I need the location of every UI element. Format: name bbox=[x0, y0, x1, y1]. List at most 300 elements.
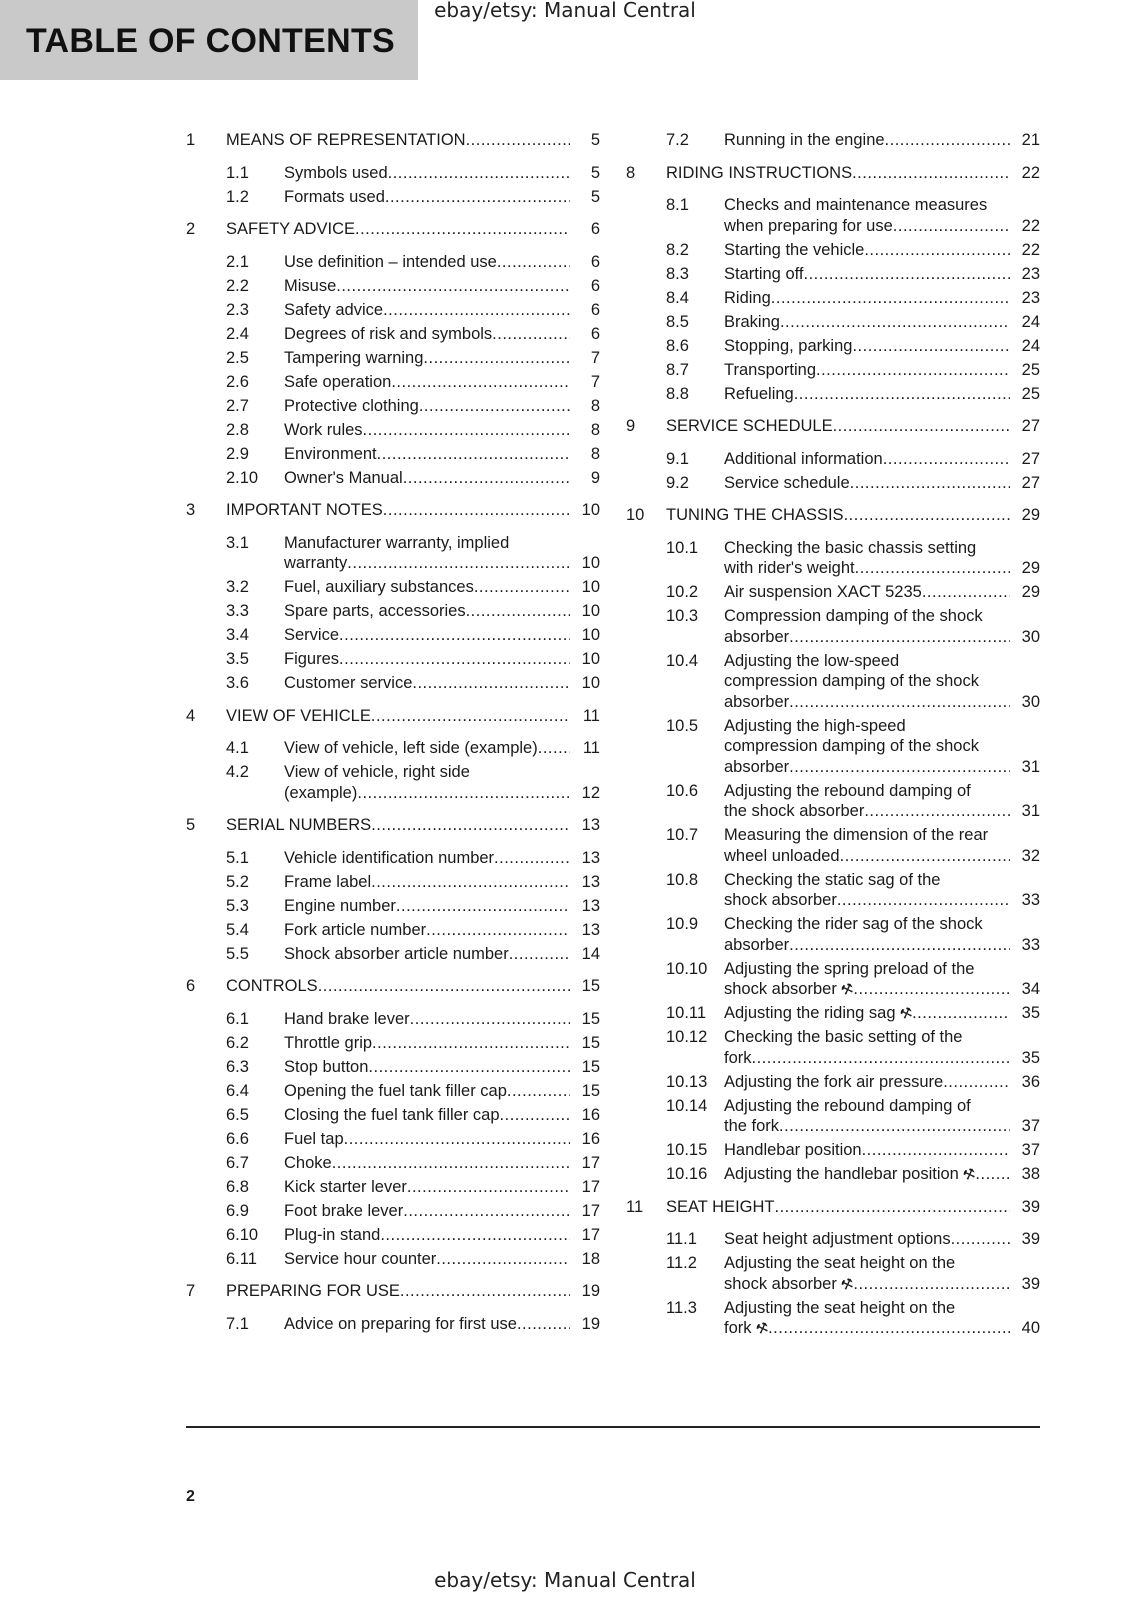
entry-body bbox=[226, 1281, 600, 1302]
page-reference: 12 bbox=[581, 783, 600, 802]
entry-body bbox=[284, 1057, 600, 1078]
section-number: 6.6 bbox=[226, 1129, 249, 1148]
chapter-number: 3 bbox=[186, 501, 196, 519]
entry-title-lead-line bbox=[284, 1249, 570, 1270]
chapter-title: VIEW OF VEHICLE bbox=[226, 706, 371, 725]
toc-entry[interactable] bbox=[626, 582, 1040, 603]
section-title: Opening the fuel tank filler cap bbox=[284, 1081, 507, 1100]
section-number: 6.3 bbox=[226, 1057, 249, 1076]
chapter-number: 7 bbox=[186, 1282, 196, 1300]
toc-entry[interactable] bbox=[626, 959, 1040, 1000]
entry-title-lead-line bbox=[724, 312, 1010, 333]
entry-body bbox=[284, 468, 600, 489]
toc-entry[interactable] bbox=[186, 420, 600, 441]
entry-title-lead-line bbox=[284, 1081, 570, 1102]
section-title: warranty bbox=[284, 554, 348, 572]
entry-title-lead-line bbox=[724, 1274, 1010, 1295]
toc-entry[interactable] bbox=[186, 577, 600, 598]
dot-leader bbox=[509, 944, 570, 965]
section-number: 10.3 bbox=[666, 607, 699, 625]
entry-title-lead-line bbox=[724, 449, 1010, 470]
dot-leader bbox=[377, 444, 570, 465]
section-number: 10.12 bbox=[666, 1028, 708, 1046]
entry-title-line: compression damping of the shock bbox=[724, 672, 979, 690]
toc-entry[interactable] bbox=[626, 130, 1040, 151]
dot-leader bbox=[383, 500, 570, 521]
toc-chapter[interactable] bbox=[186, 500, 600, 521]
toc-entry[interactable] bbox=[186, 396, 600, 417]
entry-body bbox=[724, 716, 1040, 778]
section-title: Choke bbox=[284, 1153, 332, 1172]
page-reference: 5 bbox=[590, 163, 600, 182]
section-number: 2.10 bbox=[226, 468, 259, 487]
section-title: with rider's weight bbox=[724, 559, 855, 577]
page-reference: 32 bbox=[1021, 846, 1040, 865]
section-number: 2.9 bbox=[226, 444, 249, 463]
entry-title-lead-line bbox=[226, 706, 570, 727]
entry-title-lead-line bbox=[284, 783, 570, 804]
entry-title-lead-line bbox=[284, 896, 570, 917]
page-reference: 30 bbox=[1021, 692, 1040, 711]
chapter-title: TUNING THE CHASSIS bbox=[666, 506, 844, 524]
section-title: Advice on preparing for first use bbox=[284, 1314, 517, 1333]
entry-body bbox=[284, 1129, 600, 1150]
toc-entry[interactable] bbox=[626, 1027, 1040, 1068]
section-number: 10.8 bbox=[666, 870, 699, 889]
page-reference: 22 bbox=[1021, 240, 1040, 259]
section-number: 8.2 bbox=[666, 240, 689, 259]
page-reference: 39 bbox=[1021, 1274, 1040, 1293]
entry-title-lead-line bbox=[284, 625, 570, 646]
page-reference: 6 bbox=[590, 276, 600, 295]
toc-entry[interactable] bbox=[186, 1249, 600, 1270]
section-number: 10.1 bbox=[666, 538, 699, 557]
entry-title-lead-line bbox=[284, 1314, 570, 1335]
entry-title-lead-line bbox=[724, 384, 1010, 405]
toc-entry[interactable] bbox=[186, 1314, 600, 1335]
section-number: 2.2 bbox=[226, 276, 249, 295]
entry-title-lead-line bbox=[284, 944, 570, 965]
wrench-icon: ⚒ bbox=[753, 1318, 771, 1338]
toc-entry[interactable] bbox=[186, 649, 600, 670]
page-reference: 25 bbox=[1021, 384, 1040, 403]
entry-title-lead-line bbox=[724, 890, 1010, 911]
toc-entry[interactable] bbox=[626, 825, 1040, 866]
entry-title-lead-line bbox=[724, 360, 1010, 381]
toc-entry[interactable] bbox=[626, 538, 1040, 579]
section-title: Hand brake lever bbox=[284, 1009, 410, 1028]
entry-title-line: Adjusting the low-speed bbox=[724, 651, 900, 670]
page-reference: 5 bbox=[590, 131, 600, 149]
dot-leader bbox=[466, 130, 570, 151]
page-reference: 24 bbox=[1021, 336, 1040, 355]
section-title: Owner's Manual bbox=[284, 468, 403, 487]
toc-entry[interactable] bbox=[626, 1072, 1040, 1093]
page-reference: 24 bbox=[1021, 312, 1040, 331]
entry-title-lead-line bbox=[724, 336, 1010, 357]
section-title: Starting the vehicle bbox=[724, 240, 865, 259]
toc-entry[interactable] bbox=[186, 533, 600, 574]
toc-entry[interactable] bbox=[626, 195, 1040, 236]
page-reference: 7 bbox=[590, 372, 600, 391]
watermark-top: ebay/etsy: Manual Central bbox=[434, 0, 696, 22]
entry-body bbox=[284, 396, 600, 417]
entry-title-lead-line bbox=[724, 240, 1010, 261]
entry-body bbox=[284, 1009, 600, 1030]
entry-title-lead-line bbox=[724, 979, 1010, 1000]
toc-entry[interactable] bbox=[186, 468, 600, 489]
toc-entry[interactable] bbox=[186, 252, 600, 273]
entry-body bbox=[284, 920, 600, 941]
chapter-title: IMPORTANT NOTES bbox=[226, 501, 383, 519]
toc-entry[interactable] bbox=[186, 372, 600, 393]
toc-left-column bbox=[186, 130, 600, 1338]
entry-title-lead-line bbox=[226, 976, 570, 997]
section-number: 1.2 bbox=[226, 187, 249, 206]
toc-entry[interactable] bbox=[186, 673, 600, 694]
toc-chapter[interactable] bbox=[186, 706, 600, 727]
page-reference: 16 bbox=[581, 1105, 600, 1124]
entry-body bbox=[724, 360, 1040, 381]
toc-chapter[interactable] bbox=[626, 416, 1040, 437]
toc-entry[interactable] bbox=[186, 738, 600, 759]
section-title: Adjusting the fork air pressure bbox=[724, 1072, 944, 1091]
toc-chapter[interactable] bbox=[186, 130, 600, 151]
entry-title-line: View of vehicle, right side bbox=[284, 763, 470, 781]
section-number: 8.8 bbox=[666, 384, 689, 403]
dot-leader bbox=[436, 1249, 570, 1270]
chapter-number: 2 bbox=[186, 220, 196, 238]
entry-title-lead-line bbox=[724, 1164, 1010, 1185]
toc-entry[interactable] bbox=[186, 276, 600, 297]
entry-title-line: Adjusting the rebound damping of bbox=[724, 1096, 971, 1115]
page-reference: 23 bbox=[1021, 264, 1040, 283]
page-reference: 7 bbox=[590, 348, 600, 367]
section-number: 3.5 bbox=[226, 650, 249, 668]
toc-entry[interactable] bbox=[626, 781, 1040, 822]
chapter-title: PREPARING FOR USE bbox=[226, 1282, 400, 1300]
entry-title-line: Checking the basic setting of the bbox=[724, 1028, 963, 1046]
toc-entry[interactable] bbox=[186, 163, 600, 184]
toc-entry[interactable] bbox=[626, 1253, 1040, 1294]
toc-entry[interactable] bbox=[626, 360, 1040, 381]
toc-entry[interactable] bbox=[186, 348, 600, 369]
section-number: 7.1 bbox=[226, 1314, 249, 1333]
entry-title-lead-line bbox=[724, 1048, 1010, 1069]
section-number: 10.16 bbox=[666, 1165, 708, 1183]
dot-leader bbox=[372, 1033, 570, 1054]
entry-body bbox=[284, 625, 600, 646]
section-title: Safety advice bbox=[284, 300, 384, 319]
toc-entry[interactable] bbox=[186, 920, 600, 941]
toc-entry[interactable] bbox=[186, 1201, 600, 1222]
page-reference: 33 bbox=[1021, 935, 1040, 954]
page-title: TABLE OF CONTENTS bbox=[26, 22, 396, 60]
dot-leader bbox=[368, 1057, 570, 1078]
section-title: Figures bbox=[284, 650, 340, 668]
entry-body bbox=[724, 130, 1040, 151]
section-title: Safe operation bbox=[284, 372, 392, 391]
entry-title-lead-line bbox=[724, 692, 1010, 713]
entry-title-lead-line bbox=[724, 1318, 1010, 1339]
toc-entry[interactable] bbox=[186, 324, 600, 345]
dot-leader bbox=[474, 577, 570, 598]
dot-leader bbox=[789, 935, 1010, 956]
page-reference: 27 bbox=[1021, 449, 1040, 468]
page-reference: 34 bbox=[1021, 980, 1040, 998]
entry-title-lead-line bbox=[284, 649, 570, 670]
entry-body bbox=[724, 384, 1040, 405]
section-number: 5.4 bbox=[226, 920, 249, 939]
toc-chapter[interactable] bbox=[626, 163, 1040, 184]
dot-leader bbox=[363, 420, 570, 441]
toc-entry[interactable] bbox=[626, 449, 1040, 470]
entry-title-lead-line bbox=[284, 252, 570, 273]
section-title: Throttle grip bbox=[284, 1033, 373, 1052]
dot-leader bbox=[400, 1281, 570, 1302]
section-title: Protective clothing bbox=[284, 396, 419, 415]
dot-leader bbox=[752, 1048, 1010, 1069]
page-reference: 11 bbox=[582, 706, 600, 725]
page-reference: 6 bbox=[590, 300, 600, 319]
section-number: 6.1 bbox=[226, 1009, 249, 1028]
entry-body bbox=[724, 1003, 1040, 1024]
section-number: 3.3 bbox=[226, 602, 249, 620]
toc-entry[interactable] bbox=[626, 1298, 1040, 1339]
page-reference: 15 bbox=[581, 1057, 600, 1076]
toc-entry[interactable] bbox=[626, 1140, 1040, 1161]
section-title: Engine number bbox=[284, 896, 396, 915]
entry-title-lead-line bbox=[284, 1033, 570, 1054]
toc-entry[interactable] bbox=[626, 288, 1040, 309]
entry-title-lead-line bbox=[284, 920, 570, 941]
toc-entry[interactable] bbox=[626, 312, 1040, 333]
section-number: 6.7 bbox=[226, 1153, 249, 1172]
entry-title-lead-line bbox=[284, 1105, 570, 1126]
page-reference: 13 bbox=[581, 848, 600, 867]
section-title: Fuel, auxiliary substances bbox=[284, 578, 474, 596]
toc-entry[interactable] bbox=[186, 1033, 600, 1054]
toc-entry[interactable] bbox=[186, 444, 600, 465]
toc-entry[interactable] bbox=[186, 1105, 600, 1126]
dot-leader bbox=[922, 582, 1010, 603]
title-banner bbox=[0, 0, 418, 80]
section-title: Running in the engine bbox=[724, 131, 885, 149]
toc-chapter[interactable] bbox=[626, 505, 1040, 526]
page-reference: 19 bbox=[581, 1282, 600, 1300]
entry-title-lead-line bbox=[724, 264, 1010, 285]
entry-title-lead-line bbox=[724, 216, 1010, 237]
toc-entry[interactable] bbox=[186, 187, 600, 208]
toc-entry[interactable] bbox=[626, 651, 1040, 713]
dot-leader bbox=[419, 396, 570, 417]
toc-entry[interactable] bbox=[186, 1153, 600, 1174]
dot-leader bbox=[844, 505, 1010, 526]
toc-chapter[interactable] bbox=[186, 976, 600, 997]
page-reference: 29 bbox=[1021, 559, 1040, 577]
toc-entry[interactable] bbox=[186, 1225, 600, 1246]
section-number: 8.3 bbox=[666, 264, 689, 283]
page-reference: 10 bbox=[581, 578, 600, 596]
toc-entry[interactable] bbox=[626, 914, 1040, 955]
toc-entry[interactable] bbox=[626, 1096, 1040, 1137]
section-title: Foot brake lever bbox=[284, 1201, 404, 1220]
entry-body bbox=[284, 1225, 600, 1246]
section-number: 5.5 bbox=[226, 944, 249, 963]
entry-body bbox=[284, 420, 600, 441]
entry-title-lead-line bbox=[284, 324, 570, 345]
toc-entry[interactable] bbox=[186, 1177, 600, 1198]
page-reference: 9 bbox=[590, 468, 600, 487]
toc-entry[interactable] bbox=[186, 601, 600, 622]
chapter-number: 5 bbox=[186, 816, 196, 834]
toc-entry[interactable] bbox=[186, 896, 600, 917]
toc-entry[interactable] bbox=[626, 473, 1040, 494]
chapter-number: 6 bbox=[186, 977, 196, 995]
section-number: 4.1 bbox=[226, 739, 249, 757]
section-title: Braking bbox=[724, 312, 780, 331]
toc-entry[interactable] bbox=[186, 1009, 600, 1030]
entry-title-lead-line bbox=[284, 396, 570, 417]
entry-body bbox=[724, 1027, 1040, 1068]
page-reference: 10 bbox=[581, 626, 600, 644]
entry-title-lead-line bbox=[666, 1197, 1010, 1218]
entry-body bbox=[284, 444, 600, 465]
toc-entry[interactable] bbox=[186, 1057, 600, 1078]
toc-entry[interactable] bbox=[626, 384, 1040, 405]
entry-body bbox=[666, 1197, 1040, 1218]
dot-leader bbox=[403, 468, 570, 489]
toc-entry[interactable] bbox=[186, 625, 600, 646]
entry-body bbox=[724, 959, 1040, 1000]
entry-title-lead-line bbox=[284, 348, 570, 369]
page-reference: 13 bbox=[581, 816, 600, 834]
entry-body bbox=[724, 582, 1040, 603]
page-reference: 35 bbox=[1021, 1048, 1040, 1067]
section-title: absorber bbox=[724, 757, 790, 776]
toc-entry[interactable] bbox=[626, 606, 1040, 647]
page-reference: 15 bbox=[581, 1033, 600, 1052]
page-reference: 21 bbox=[1021, 131, 1040, 149]
toc-entry[interactable] bbox=[626, 240, 1040, 261]
page-reference: 37 bbox=[1021, 1117, 1040, 1135]
section-number: 7.2 bbox=[666, 131, 689, 149]
dot-leader bbox=[852, 336, 1010, 357]
section-title: shock absorber bbox=[724, 1274, 837, 1293]
dot-leader bbox=[344, 1129, 570, 1150]
entry-body bbox=[724, 312, 1040, 333]
dot-leader bbox=[789, 692, 1010, 713]
page-reference: 27 bbox=[1021, 417, 1040, 435]
toc-entry[interactable] bbox=[186, 1081, 600, 1102]
chapter-number: 10 bbox=[626, 506, 645, 524]
section-title: Misuse bbox=[284, 276, 337, 295]
entry-title-lead-line bbox=[724, 1229, 1010, 1250]
entry-title-lead-line bbox=[284, 872, 570, 893]
toc-entry[interactable] bbox=[626, 1164, 1040, 1185]
entry-body bbox=[226, 815, 600, 836]
page-reference: 27 bbox=[1021, 473, 1040, 492]
entry-title-lead-line bbox=[284, 1009, 570, 1030]
entry-body bbox=[724, 1298, 1040, 1339]
page-reference: 10 bbox=[581, 674, 600, 692]
dot-leader bbox=[853, 979, 1010, 1000]
entry-body bbox=[724, 538, 1040, 579]
toc-entry[interactable] bbox=[626, 870, 1040, 911]
section-number: 3.6 bbox=[226, 674, 249, 692]
dot-leader bbox=[396, 896, 570, 917]
toc-chapter[interactable] bbox=[186, 219, 600, 240]
dot-leader bbox=[864, 801, 1010, 822]
dot-leader bbox=[768, 1318, 1010, 1339]
entry-body bbox=[284, 300, 600, 321]
entry-body bbox=[284, 1201, 600, 1222]
page-reference: 36 bbox=[1021, 1072, 1040, 1091]
page-reference: 40 bbox=[1021, 1319, 1040, 1337]
dot-leader bbox=[771, 288, 1010, 309]
dot-leader bbox=[862, 1140, 1010, 1161]
dot-leader bbox=[339, 649, 570, 670]
toc-entry[interactable] bbox=[626, 264, 1040, 285]
entry-body bbox=[724, 781, 1040, 822]
dot-leader bbox=[332, 1153, 570, 1174]
section-number: 8.5 bbox=[666, 312, 689, 331]
section-number: 2.6 bbox=[226, 372, 249, 391]
section-number: 6.10 bbox=[226, 1225, 259, 1244]
dot-leader bbox=[388, 163, 570, 184]
page-reference: 8 bbox=[590, 396, 600, 415]
toc-entry[interactable] bbox=[186, 1129, 600, 1150]
dot-leader bbox=[855, 558, 1010, 579]
entry-title-line: Compression damping of the shock bbox=[724, 607, 983, 625]
toc-entry[interactable] bbox=[186, 848, 600, 869]
toc-right-column bbox=[626, 130, 1040, 1342]
page-reference: 18 bbox=[581, 1249, 600, 1268]
page-reference: 6 bbox=[590, 252, 600, 271]
entry-title-lead-line bbox=[284, 420, 570, 441]
section-number: 11.2 bbox=[666, 1254, 697, 1272]
section-number: 6.8 bbox=[226, 1177, 249, 1196]
toc-entry[interactable] bbox=[186, 300, 600, 321]
section-number: 10.2 bbox=[666, 583, 699, 601]
toc-entry[interactable] bbox=[186, 944, 600, 965]
section-number: 2.7 bbox=[226, 396, 249, 415]
chapter-number: 4 bbox=[186, 706, 196, 725]
toc-entry[interactable] bbox=[626, 1229, 1040, 1250]
page-reference: 29 bbox=[1021, 583, 1040, 601]
entry-title-lead-line bbox=[724, 846, 1010, 867]
toc-chapter[interactable] bbox=[186, 1281, 600, 1302]
section-title: Additional information bbox=[724, 449, 883, 468]
toc-entry[interactable] bbox=[626, 716, 1040, 778]
toc-entry[interactable] bbox=[186, 872, 600, 893]
entry-body bbox=[284, 276, 600, 297]
toc-entry[interactable] bbox=[626, 336, 1040, 357]
dot-leader bbox=[816, 360, 1010, 381]
section-number: 10.14 bbox=[666, 1096, 708, 1115]
section-title: the shock absorber bbox=[724, 802, 865, 820]
section-title: Starting off bbox=[724, 264, 804, 283]
page-reference: 30 bbox=[1021, 627, 1040, 646]
toc-entry[interactable] bbox=[186, 762, 600, 803]
toc-entry[interactable] bbox=[626, 1003, 1040, 1024]
entry-body bbox=[666, 505, 1040, 526]
section-title: Fuel tap bbox=[284, 1129, 344, 1148]
dot-leader bbox=[407, 1177, 570, 1198]
toc-chapter[interactable] bbox=[626, 1197, 1040, 1218]
toc-chapter[interactable] bbox=[186, 815, 600, 836]
dot-leader bbox=[883, 449, 1010, 470]
